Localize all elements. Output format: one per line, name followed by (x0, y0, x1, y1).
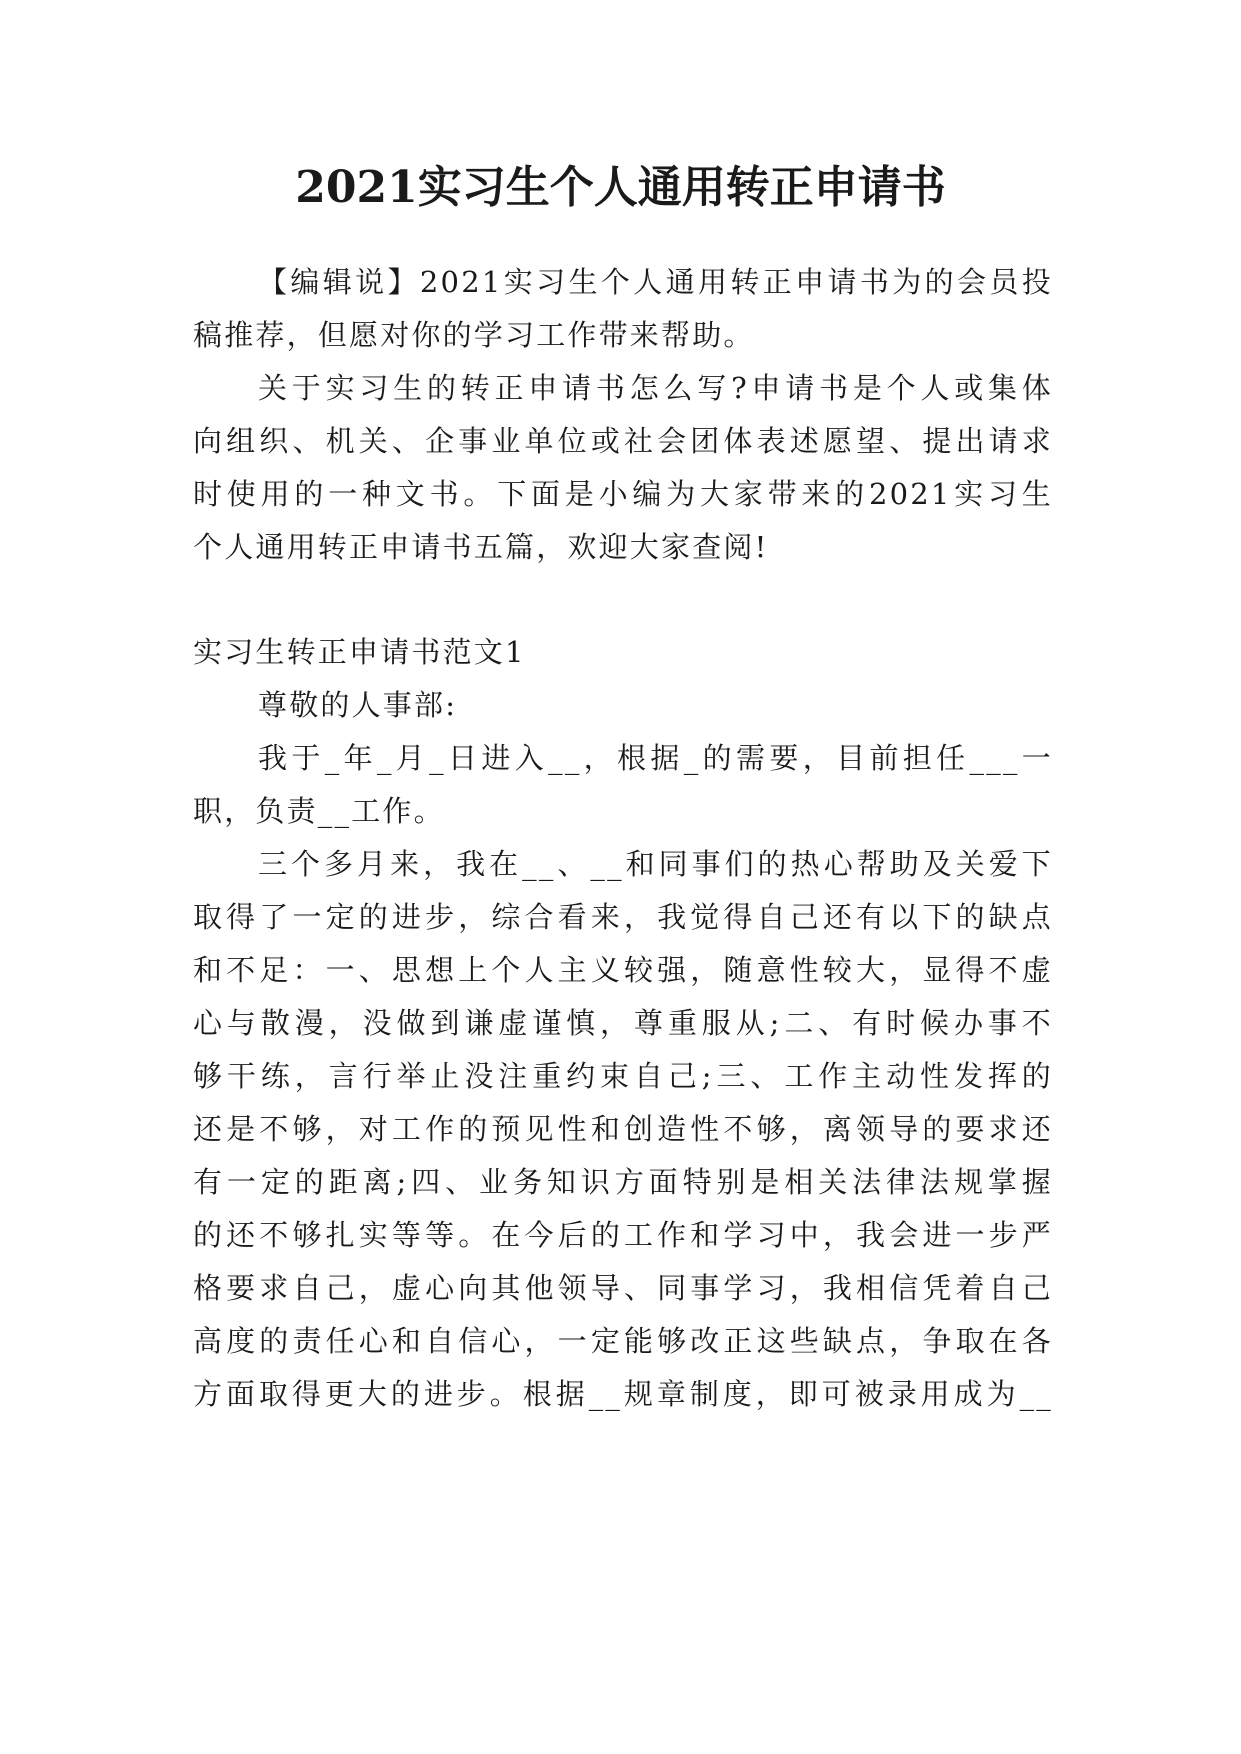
paragraph-line: 取得了一定的进步，综合看来，我觉得自己还有以下的缺点 (193, 900, 1053, 934)
paragraph-line: 时使用的一种文书。下面是小编为大家带来的2021实习生 (193, 477, 1053, 511)
intro-line: 稿推荐，但愿对你的学习工作带来帮助。 (193, 318, 755, 352)
paragraph-line: 高度的责任心和自信心，一定能够改正这些缺点，争取在各 (193, 1324, 1053, 1358)
paragraph-line: 关于实习生的转正申请书怎么写?申请书是个人或集体 (258, 371, 1053, 405)
document-title: 2021实习生个人通用转正申请书 (295, 162, 946, 213)
intro-line: 【编辑说】2021实习生个人通用转正申请书为的会员投 (258, 265, 1053, 299)
paragraph-line: 有一定的距离;四、业务知识方面特别是相关法律法规掌握 (193, 1165, 1053, 1199)
paragraph-line: 个人通用转正申请书五篇，欢迎大家查阅! (193, 530, 769, 564)
section-heading: 实习生转正申请书范文1 (193, 635, 526, 669)
paragraph-line: 方面取得更大的进步。根据__规章制度，即可被录用成为__ (193, 1377, 1053, 1411)
paragraph-line: 的还不够扎实等等。在今后的工作和学习中，我会进一步严 (193, 1218, 1053, 1252)
paragraph-line: 还是不够，对工作的预见性和创造性不够，离领导的要求还 (193, 1112, 1053, 1146)
paragraph-line: 和不足：一、思想上个人主义较强，随意性较大，显得不虚 (193, 953, 1053, 987)
paragraph-line: 职，负责__工作。 (193, 794, 445, 828)
paragraph-line: 够干练，言行举止没注重约束自己;三、工作主动性发挥的 (193, 1059, 1053, 1093)
paragraph-line: 格要求自己，虚心向其他领导、同事学习，我相信凭着自己 (193, 1271, 1053, 1305)
paragraph-line: 三个多月来，我在__、__和同事们的热心帮助及关爱下 (258, 847, 1053, 881)
paragraph-line: 向组织、机关、企事业单位或社会团体表述愿望、提出请求 (193, 424, 1053, 458)
paragraph-line: 心与散漫，没做到谦虚谨慎，尊重服从;二、有时候办事不 (193, 1006, 1053, 1040)
paragraph-line: 我于_年_月_日进入__，根据_的需要，目前担任___一 (258, 741, 1053, 775)
salutation: 尊敬的人事部: (258, 688, 458, 722)
